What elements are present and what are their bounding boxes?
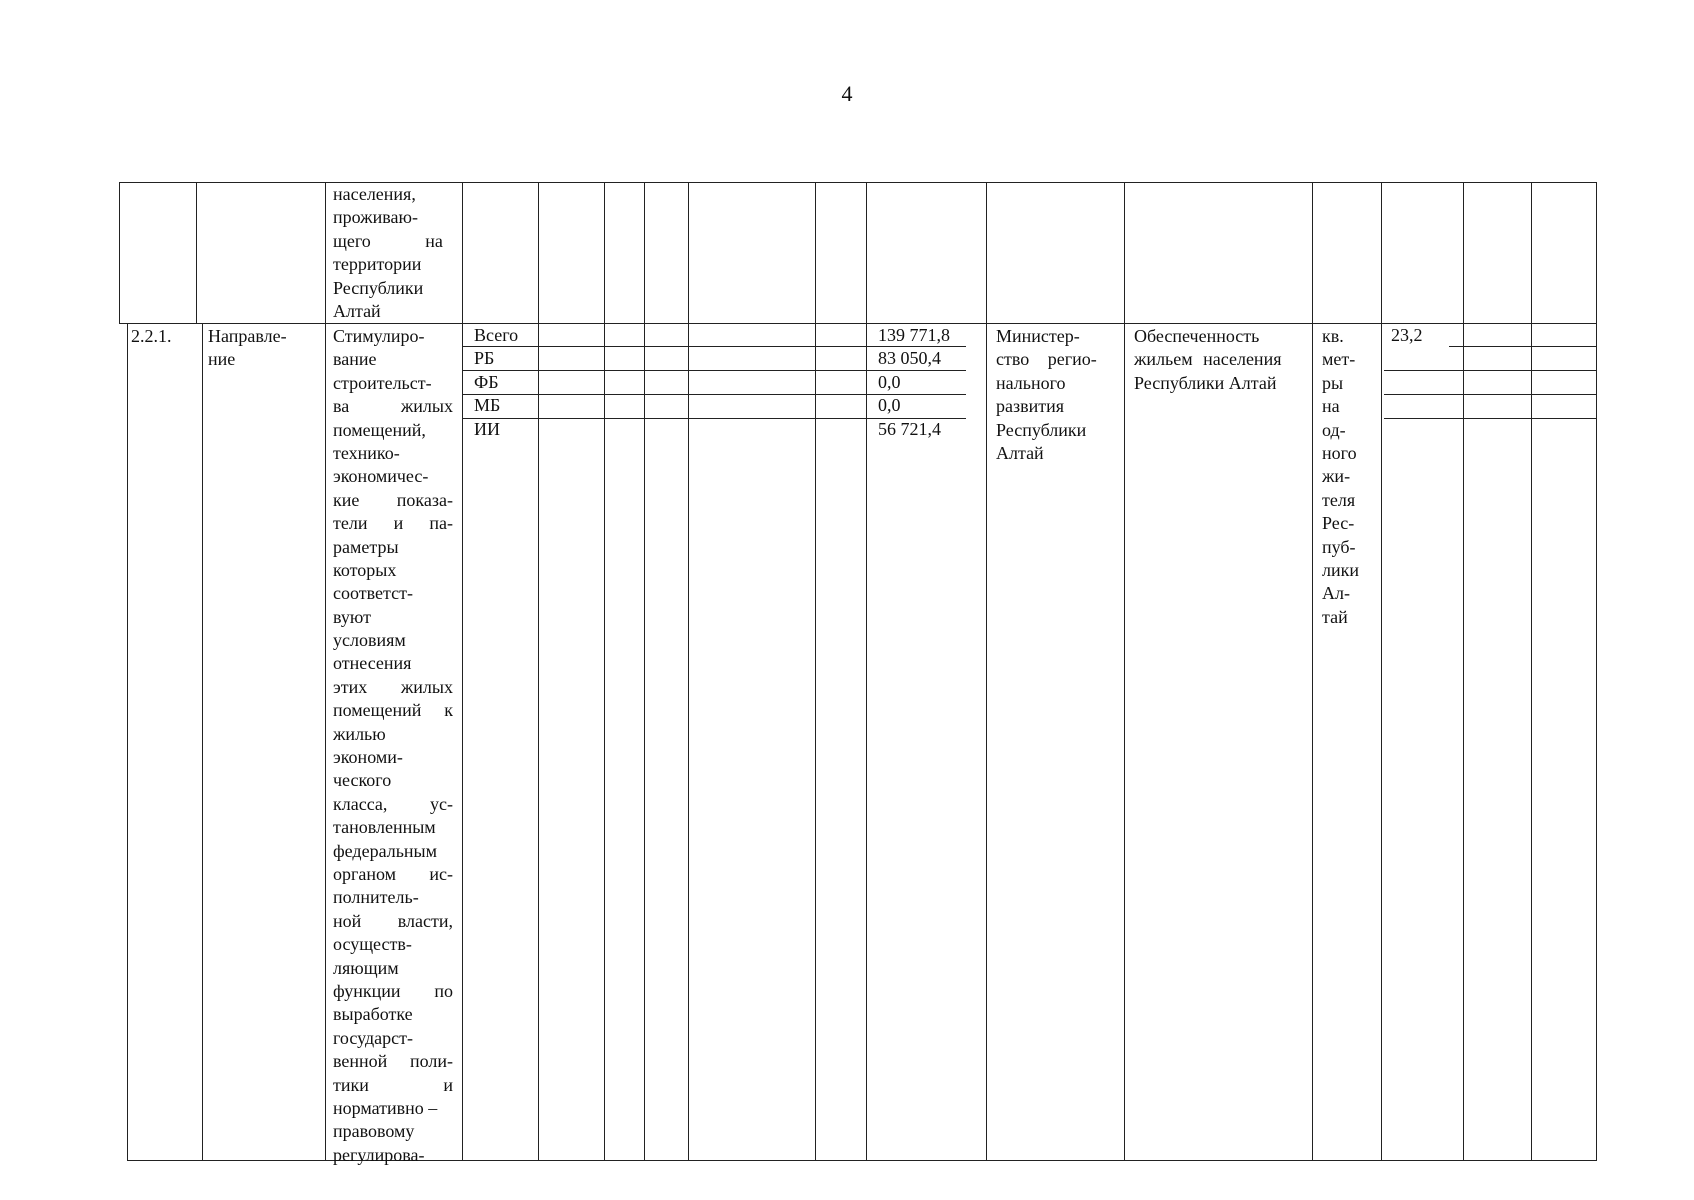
continuation-line: проживаю- — [333, 207, 418, 228]
continuation-line: Алтай — [333, 300, 381, 321]
value-subrow-line — [1384, 418, 1597, 419]
description-word: помещений — [333, 700, 422, 721]
col-line — [1463, 182, 1464, 1161]
description-line — [333, 1050, 453, 1073]
description-line: Стимулиро- — [333, 326, 425, 346]
unit-line: Рес- — [1322, 513, 1355, 534]
value-subrow-line — [1449, 346, 1597, 347]
description-line: ляющим — [333, 957, 399, 978]
description-word: тели — [333, 513, 368, 534]
description-line: отнесения — [333, 653, 412, 674]
target-value: 23,2 — [1391, 325, 1423, 345]
description-line: тановленным — [333, 817, 436, 838]
description-word: класса, — [333, 793, 388, 814]
description-word: этих — [333, 676, 368, 697]
unit-line: кв. — [1322, 326, 1344, 346]
description-line: регулирова- — [333, 1144, 425, 1165]
description-word: показа- — [396, 489, 453, 510]
description-line: выработке — [333, 1004, 413, 1025]
description-word: по — [434, 980, 453, 1001]
description-word: функции — [333, 980, 401, 1001]
continuation-line: Республики — [333, 277, 424, 298]
row-type-line: Направле- — [208, 326, 287, 346]
unit-line: Ал- — [1322, 583, 1350, 604]
unit-line: на — [1322, 396, 1340, 417]
row-number: 2.2.1. — [131, 326, 172, 346]
unit-line: пуб- — [1322, 536, 1356, 557]
description-line: строительст- — [333, 372, 432, 393]
description-line: экономи- — [333, 747, 403, 768]
col-line — [325, 182, 326, 1161]
description-line — [333, 489, 453, 512]
continuation-cell — [333, 183, 453, 323]
funding-source-rb: РБ — [474, 348, 495, 369]
description-line: осуществ- — [333, 934, 412, 955]
executor-line: Алтай — [996, 442, 1044, 463]
col-line — [462, 182, 463, 1161]
description-line: экономичес- — [333, 466, 429, 487]
executor-cell — [996, 325, 1118, 465]
funding-amount-mb: 0,0 — [878, 395, 901, 416]
funding-source-mb: МБ — [474, 395, 501, 416]
funding-amount-rb: 83 050,4 — [878, 348, 941, 369]
description-word: жилых — [400, 396, 453, 417]
page-number: 4 — [841, 81, 853, 106]
description-line — [333, 1074, 453, 1097]
funding-subrow-line — [462, 394, 866, 395]
unit-line: теля — [1322, 489, 1356, 510]
description-line: технико- — [333, 442, 400, 463]
unit-line: лики — [1322, 559, 1359, 580]
description-word: тики — [333, 1074, 369, 1095]
description-line: государст- — [333, 1027, 413, 1048]
executor-line-text: ство регио- — [996, 349, 1097, 370]
executor-line — [996, 348, 1116, 371]
description-line — [333, 512, 453, 535]
description-line — [333, 676, 453, 699]
description-word: к — [444, 700, 453, 721]
col-line — [986, 182, 987, 1161]
unit-line: тай — [1322, 606, 1348, 627]
description-word: ной — [333, 910, 362, 931]
description-line: ческого — [333, 770, 392, 791]
unit-line: од- — [1322, 419, 1346, 440]
executor-line: Республики — [996, 419, 1087, 440]
description-line: нормативно – — [333, 1097, 438, 1118]
indicator-line: Республики Алтай — [1134, 372, 1277, 393]
col-line — [127, 323, 128, 1161]
description-line: которых — [333, 559, 397, 580]
executor-line: развития — [996, 396, 1065, 417]
description-word: и — [443, 1074, 453, 1095]
funding-amount-total: 139 771,8 — [878, 325, 950, 345]
col-line — [1531, 182, 1532, 1161]
unit-line: жи- — [1322, 466, 1351, 487]
indicator-line: Обеспеченность — [1134, 326, 1260, 346]
value-subrow-line — [1384, 394, 1597, 395]
continuation-line: территории — [333, 254, 422, 275]
description-line — [333, 699, 453, 722]
col-line — [688, 182, 689, 1161]
funding-source-ii: ИИ — [474, 418, 500, 439]
col-line — [1381, 182, 1382, 1161]
funding-subrow-line — [462, 346, 866, 347]
description-word: и — [393, 513, 404, 534]
description-line: помещений, — [333, 419, 426, 440]
description-line — [333, 980, 453, 1003]
description-line — [333, 910, 453, 933]
col-line — [196, 182, 197, 324]
col-line — [1312, 182, 1313, 1161]
col-line — [644, 182, 645, 1161]
description-line: полнитель- — [333, 887, 419, 908]
indicator-cell — [1134, 325, 1309, 395]
description-word: ис- — [429, 863, 453, 884]
description-line: жилью — [333, 723, 386, 744]
description-word: власти, — [397, 910, 453, 931]
indicator-line: жильем населения — [1134, 349, 1282, 370]
description-word: кие — [333, 489, 360, 510]
value-subrow-line — [1384, 370, 1597, 371]
funding-amount-ii: 56 721,4 — [878, 418, 941, 439]
col-line — [119, 182, 120, 324]
executor-line: нального — [996, 372, 1066, 393]
col-line — [538, 182, 539, 1161]
description-word: жилых — [400, 676, 453, 697]
unit-cell — [1322, 325, 1378, 629]
description-word: венной — [333, 1051, 388, 1072]
row-description-cell — [333, 325, 455, 1167]
row-type-line: ние — [208, 349, 236, 370]
executor-line: Министер- — [996, 326, 1080, 346]
unit-line: ры — [1322, 372, 1344, 393]
col-line — [202, 323, 203, 1161]
description-line: федеральным — [333, 840, 438, 861]
description-word: ус- — [430, 793, 453, 814]
funding-subrow-line — [462, 418, 866, 419]
description-word: органом — [333, 863, 397, 884]
unit-line: ного — [1322, 442, 1357, 463]
row-type-cell — [208, 325, 287, 372]
funding-amount-fb: 0,0 — [878, 371, 901, 392]
description-word: поли- — [409, 1051, 453, 1072]
description-line: условиям — [333, 630, 406, 651]
description-line: правовому — [333, 1121, 415, 1142]
unit-line: мет- — [1322, 349, 1356, 370]
col-line — [815, 182, 816, 1161]
funding-source-total: Всего — [474, 325, 519, 345]
description-line: раметры — [333, 536, 399, 557]
col-line — [1124, 182, 1125, 1161]
description-line — [333, 395, 453, 418]
description-word: ва — [333, 396, 350, 417]
continuation-line — [333, 230, 451, 253]
col-line — [1596, 182, 1597, 1161]
funding-source-fb: ФБ — [474, 371, 499, 392]
col-line — [604, 182, 605, 1161]
description-word: па- — [429, 513, 453, 534]
funding-amounts-cell — [878, 324, 950, 441]
description-line: вуют — [333, 606, 371, 627]
col-line — [866, 182, 867, 1161]
description-line — [333, 793, 453, 816]
description-line: соответст- — [333, 583, 413, 604]
description-line: вание — [333, 349, 377, 370]
continuation-line-text: щего на — [333, 230, 443, 251]
continuation-line: населения, — [333, 184, 416, 204]
funding-subrow-line — [462, 370, 866, 371]
description-line — [333, 863, 453, 886]
funding-sources-cell — [474, 324, 518, 441]
